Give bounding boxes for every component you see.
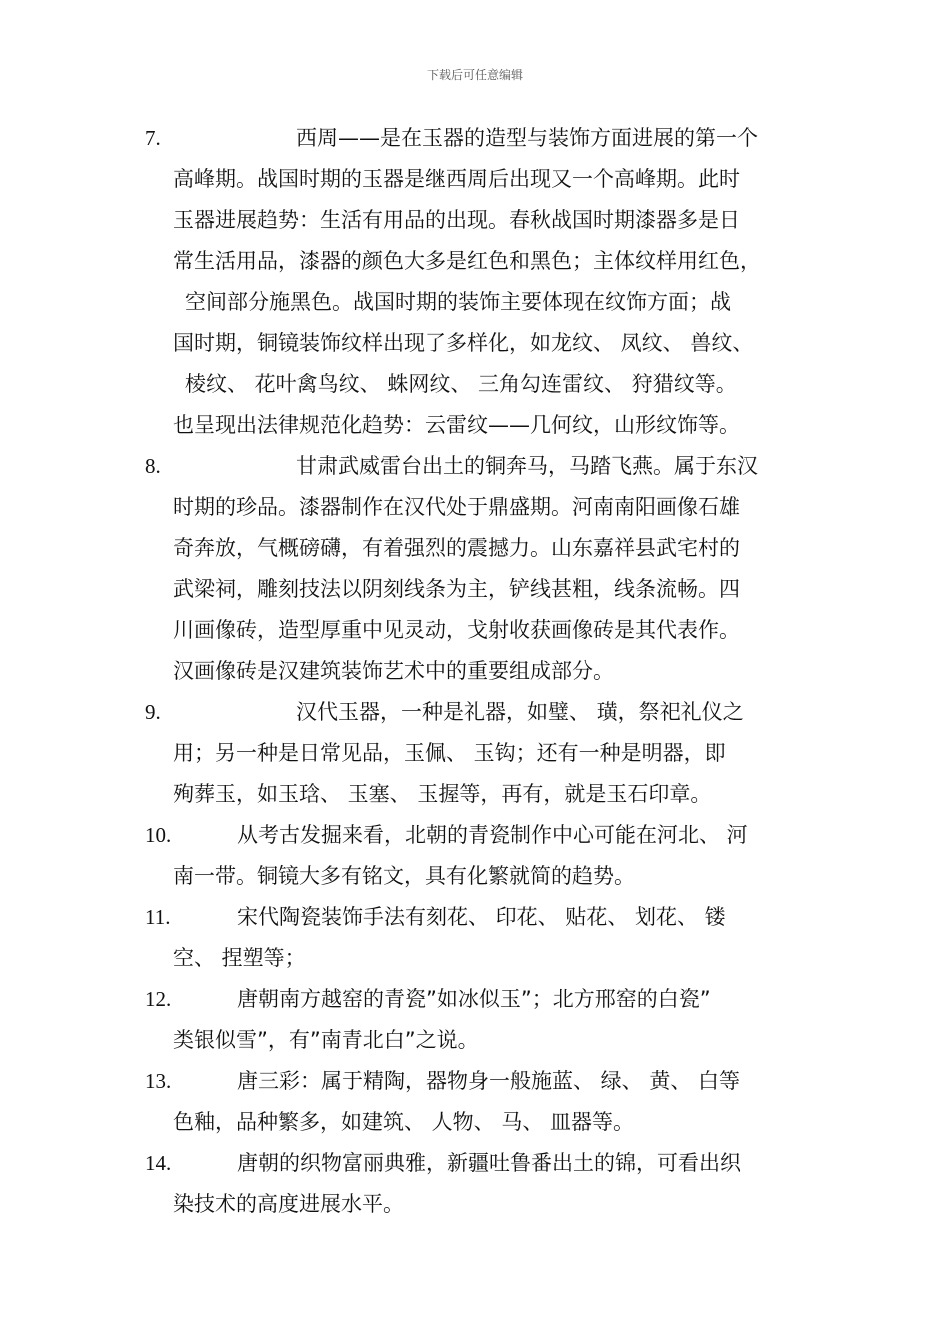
list-item-14	[0, 1143, 950, 1225]
list-item-12	[0, 979, 950, 1061]
list-item-11	[0, 897, 950, 979]
text-line: 武梁祠，雕刻技法以阴刻线条为主，铲线甚粗，线条流畅。四	[173, 577, 740, 601]
text-line: 常生活用品，漆器的颜色大多是红色和黑色；主体纹样用红色，	[173, 249, 761, 273]
text-line: 从考古发掘来看，北朝的青瓷制作中心可能在河北、 河	[237, 823, 748, 847]
item-number: 12.	[145, 987, 172, 1011]
item-number: 9.	[145, 700, 161, 724]
list-item-8	[0, 446, 950, 692]
text-line: 高峰期。战国时期的玉器是继西周后出现又一个高峰期。此时	[173, 167, 740, 191]
text-line: 奇奔放，气概磅礴，有着强烈的震撼力。山东嘉祥县武宅村的	[173, 536, 740, 560]
item-number: 8.	[145, 454, 161, 478]
text-line: 也呈现出法律规范化趋势：云雷纹——几何纹，山形纹饰等。	[173, 413, 740, 437]
document-body	[0, 118, 950, 1225]
text-line: 空、 捏塑等；	[173, 946, 306, 970]
text-line: 川画像砖，造型厚重中见灵动，戈射收获画像砖是其代表作。	[173, 618, 740, 642]
text-line: 用；另一种是日常见品，玉佩、 玉钩；还有一种是明器，即	[173, 741, 726, 765]
text-line: 唐朝的织物富丽典雅，新疆吐鲁番出土的锦，可看出织	[237, 1151, 741, 1175]
text-line: 唐朝南方越窑的青瓷”如冰似玉”；北方邢窑的白瓷”	[237, 987, 711, 1011]
item-number: 13.	[145, 1069, 172, 1093]
text-line: 宋代陶瓷装饰手法有刻花、 印花、 贴花、 划花、 镂	[237, 905, 726, 929]
text-line: 色釉，品种繁多，如建筑、 人物、 马、 皿器等。	[173, 1110, 635, 1134]
text-line: 空间部分施黑色。战国时期的装饰主要体现在纹饰方面；战	[185, 290, 731, 314]
text-line: 南一带。铜镜大多有铭文，具有化繁就简的趋势。	[173, 864, 635, 888]
list-item-13	[0, 1061, 950, 1143]
text-line: 染技术的高度进展水平。	[173, 1192, 404, 1216]
item-number: 7.	[145, 126, 161, 150]
text-line: 汉画像砖是汉建筑装饰艺术中的重要组成部分。	[173, 659, 614, 683]
list-item-10	[0, 815, 950, 897]
page-header: 下载后可任意编辑	[426, 68, 523, 82]
text-line: 汉代玉器，一种是礼器，如璧、 璜，祭祀礼仪之	[296, 700, 744, 724]
list-item-7	[0, 118, 950, 446]
text-line: 甘肃武威雷台出土的铜奔马，马踏飞燕。属于东汉	[296, 454, 758, 478]
text-line: 唐三彩：属于精陶，器物身一般施蓝、 绿、 黄、 白等	[237, 1069, 741, 1093]
item-number: 11.	[145, 905, 171, 929]
text-line: 玉器进展趋势：生活有用品的出现。春秋战国时期漆器多是日	[173, 208, 740, 232]
item-number: 10.	[145, 823, 172, 847]
text-line: 西周——是在玉器的造型与装饰方面进展的第一个	[296, 126, 758, 150]
text-line: 类银似雪”，有”南青北白”之说。	[173, 1028, 479, 1052]
text-line: 时期的珍品。漆器制作在汉代处于鼎盛期。河南南阳画像石雄	[173, 495, 740, 519]
item-number: 14.	[145, 1151, 172, 1175]
text-line: 殉葬玉，如玉琀、 玉塞、 玉握等，再有，就是玉石印章。	[173, 782, 712, 806]
text-line: 棱纹、 花叶禽鸟纹、 蛛网纹、 三角勾连雷纹、 狩猎纹等。	[185, 372, 737, 396]
text-line: 国时期，铜镜装饰纹样出现了多样化，如龙纹、 凤纹、 兽纹、	[173, 331, 754, 355]
list-item-9	[0, 692, 950, 815]
